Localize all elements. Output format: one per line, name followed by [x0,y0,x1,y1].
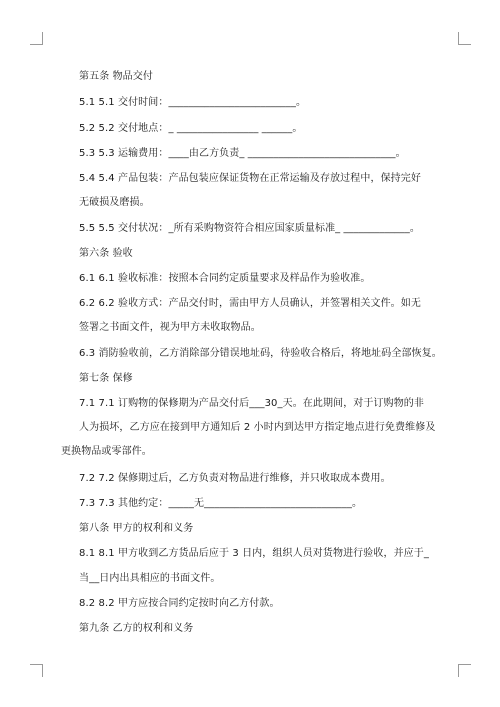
clause-7-2: 7.2 7.2 保修期过后，乙方负责对物品进行维修，并只收取成本费用。 [79,473,391,484]
heading-article-6: 第六条 验收 [79,248,133,259]
crop-mark-top-right [458,32,471,45]
clause-8-1-cont: 当__日内出具相应的书面文件。 [79,573,221,584]
clause-5-4-cont: 无破损及磨损。 [79,197,150,208]
clause-5-2: 5.2 5.2 交付地点：_ ________________ ______。 [79,123,303,134]
clause-6-2-cont: 签署之书面文件，视为甲方未收取物品。 [79,322,261,333]
clause-5-1: 5.1 5.1 交付时间：_________________________。 [79,97,307,108]
clause-5-4: 5.4 5.4 产品包装：产品包装应保证货物在正常运输及存放过程中，保持完好 [79,173,421,184]
clause-7-1-cont: 人为损坏，乙方应在接到甲方通知后 2 小时内到达甲方指定地点进行免费维修及 [79,422,436,433]
clause-6-3: 6.3 消防验收前，乙方消除部分错误地址码，待验收合格后，将地址码全部恢复。 [79,348,442,359]
clause-5-5: 5.5 5.5 交付状况：_所有采购物资符合相应国家质量标准_ _____________。 [79,223,420,234]
clause-5-3: 5.3 5.3 运输费用：____由乙方负责_ _____________________________。 [79,148,406,159]
heading-article-9: 第九条 乙方的权利和义务 [79,623,194,634]
clause-6-1: 6.1 6.1 验收标准：按照本合同约定质量要求及样品作为验收准。 [79,273,371,284]
clause-7-1: 7.1 7.1 订购物的保修期为产品交付后___30_天。在此期间，对于订购物的非 [79,398,424,409]
crop-mark-top-left [30,32,43,45]
heading-article-7: 第七条 保修 [79,373,133,384]
clause-7-1-cont-2: 更换物品或零部件。 [61,446,152,457]
clause-6-2: 6.2 6.2 验收方式：产品交付时，需由甲方人员确认，并签署相关文件。如无 [79,298,421,309]
crop-mark-bottom-right [458,664,471,677]
clause-7-3: 7.3 7.3 其他约定：_____无_____________________________。 [79,498,363,509]
clause-8-2: 8.2 8.2 甲方应按合同约定按时向乙方付款。 [79,598,280,609]
heading-article-8: 第八条 甲方的权利和义务 [79,523,194,534]
crop-mark-bottom-left [30,664,43,677]
heading-article-5: 第五条 物品交付 [79,71,153,82]
clause-8-1: 8.1 8.1 甲方收到乙方货品后应于 3 日内，组织人员对货物进行验收，并应于_ [79,548,429,559]
